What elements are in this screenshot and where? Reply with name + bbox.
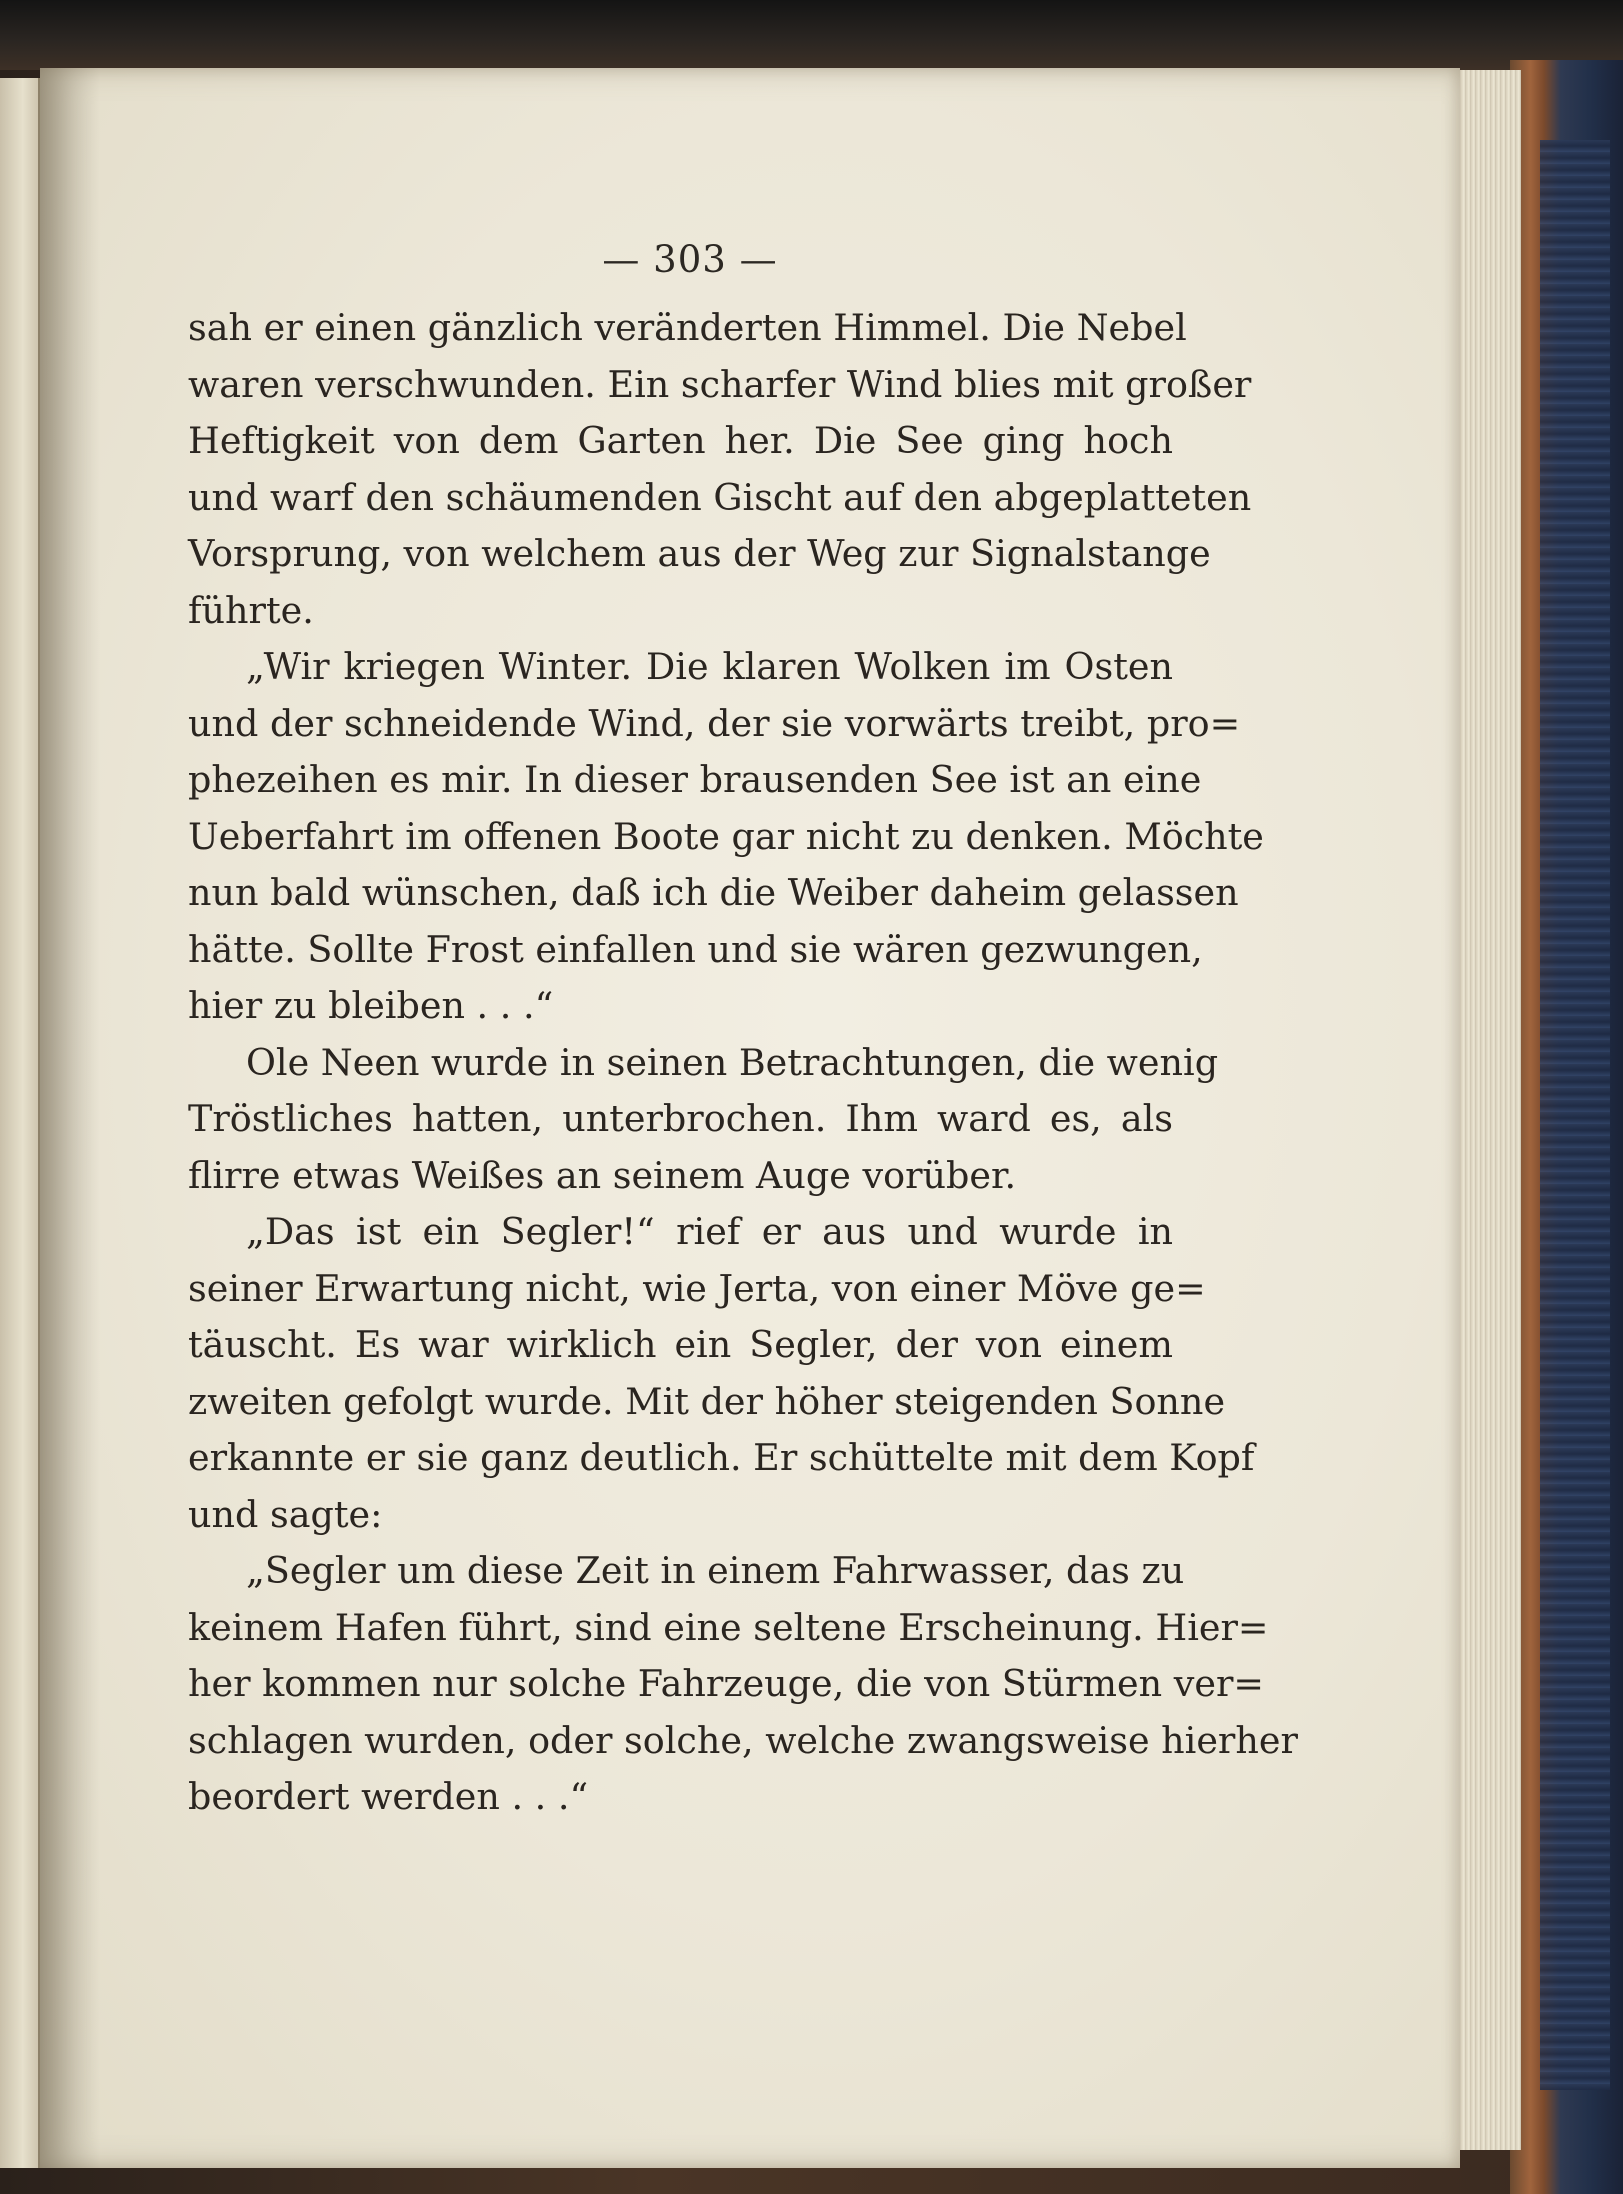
text-line: nun bald wünschen, daß ich die Weiber daheim gelassen	[188, 871, 1239, 914]
page-number: — 303 —	[602, 238, 778, 281]
page-text	[188, 300, 1298, 1826]
text-line: und warf den schäumenden Gischt auf den abgeplatteten	[188, 475, 1252, 519]
text-line: schlagen wurden, oder solche, welche zwangsweise hierher	[188, 1718, 1298, 1762]
left-page-edge	[0, 78, 40, 2168]
text-line: phezeihen es mir. In dieser brausenden See ist an eine	[188, 758, 1202, 801]
text-line: und sagte:	[188, 1492, 383, 1536]
text-line: und der schneidende Wind, der sie vorwärts treibt, pro=	[188, 701, 1241, 745]
text-line: her kommen nur solche Fahrzeuge, die von Stürmen ver=	[188, 1662, 1265, 1705]
text-line: „Das ist ein Segler!“ rief er aus und wurde in	[246, 1210, 1173, 1253]
text-line: Ole Neen wurde in seinen Betrachtungen, die wenig	[246, 1040, 1219, 1084]
text-line: seiner Erwartung nicht, wie Jerta, von einer Möve ge=	[188, 1266, 1206, 1310]
text-line: führte.	[188, 588, 314, 632]
text-line: flirre etwas Weißes an seinem Auge vorüber.	[188, 1153, 1017, 1197]
text-line: hier zu bleiben . . .“	[188, 984, 554, 1027]
text-line: Heftigkeit von dem Garten her. Die See ging hoch	[188, 419, 1173, 462]
text-line: Vorsprung, von welchem aus der Weg zur Signalstange	[188, 532, 1211, 575]
book-top-edge	[0, 0, 1623, 70]
text-line: hätte. Sollte Frost einfallen und sie wären gezwungen,	[188, 927, 1203, 971]
text-line: waren verschwunden. Ein scharfer Wind blies mit großer	[188, 362, 1252, 406]
text-line: sah er einen gänzlich veränderten Himmel. Die Nebel	[188, 306, 1187, 349]
book-cover-cloth	[1540, 140, 1610, 2090]
text-line: zweiten gefolgt wurde. Mit der höher steigenden Sonne	[188, 1379, 1226, 1423]
text-line: Tröstliches hatten, unterbrochen. Ihm ward es, als	[188, 1097, 1173, 1140]
text-line: erkannte er sie ganz deutlich. Er schüttelte mit dem Kopf	[188, 1436, 1255, 1479]
text-line: beordert werden . . .“	[188, 1775, 589, 1818]
text-line: keinem Hafen führt, sind eine seltene Erscheinung. Hier=	[188, 1605, 1269, 1649]
text-line: „Wir kriegen Winter. Die klaren Wolken im Osten	[246, 645, 1173, 688]
text-line: täuscht. Es war wirklich ein Segler, der von einem	[188, 1323, 1173, 1366]
text-line: „Segler um diese Zeit in einem Fahrwasser, das zu	[246, 1549, 1185, 1592]
text-line: Ueberfahrt im offenen Boote gar nicht zu denken. Möchte	[188, 814, 1264, 858]
gutter-shadow	[40, 68, 100, 2168]
